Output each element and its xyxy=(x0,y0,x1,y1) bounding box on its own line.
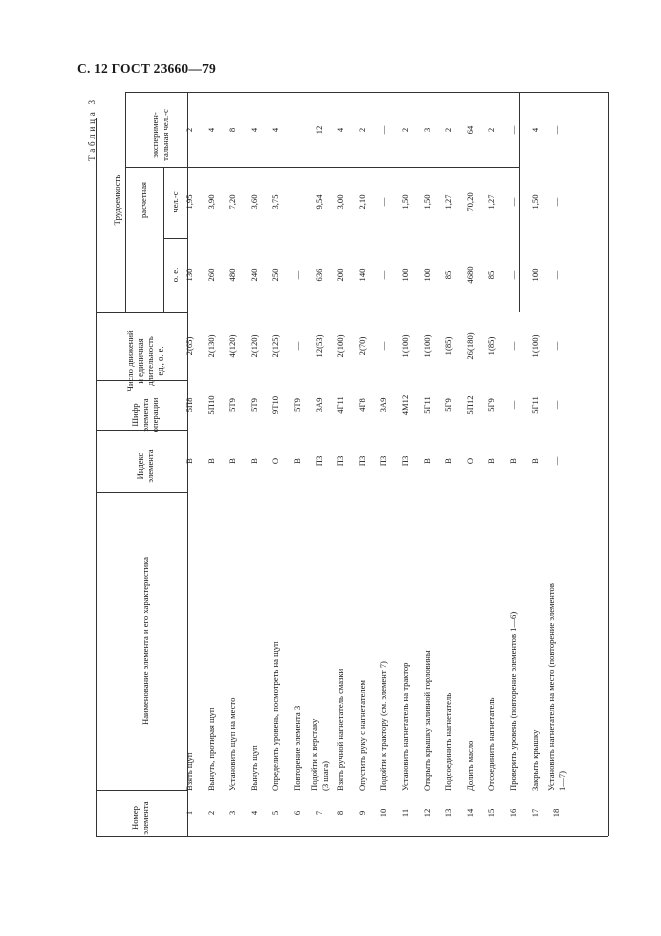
row-exp: 4 xyxy=(248,127,259,133)
row-oe: 140 xyxy=(356,268,367,282)
header-col-sep-num xyxy=(96,790,187,791)
row-code: 5П12 xyxy=(464,395,475,415)
table-border-right xyxy=(608,92,609,836)
row-oe: 85 xyxy=(486,270,497,280)
col-header-num: Номер элемента xyxy=(130,801,150,835)
col-header-moves: Число движений и единичная длительность ед., о. е. xyxy=(125,330,165,392)
calc-subsplit xyxy=(163,167,164,312)
calc-top xyxy=(125,167,519,168)
row-exp: 2 xyxy=(443,127,454,133)
row-index: В xyxy=(292,458,302,464)
row-index: О xyxy=(464,457,475,465)
row-index: П3 xyxy=(400,455,410,467)
row-num: 7 xyxy=(313,810,324,816)
row-exp: 3 xyxy=(421,127,432,133)
col-header-index: Индекс элемента xyxy=(135,449,155,483)
row-oe: 100 xyxy=(529,268,540,282)
row-moves: 1(100) xyxy=(529,334,540,358)
row-exp: 64 xyxy=(464,125,475,135)
row-oe: — xyxy=(508,270,518,280)
row-chels: 3,75 xyxy=(270,194,281,210)
row-oe: 480 xyxy=(227,268,238,282)
row-index: О xyxy=(270,457,281,465)
row-oe: 636 xyxy=(313,268,324,282)
row-exp: 2 xyxy=(184,127,194,133)
row-num: 17 xyxy=(529,808,540,818)
row-moves: 4(120) xyxy=(227,334,238,358)
row-num: 1 xyxy=(184,810,194,816)
row-name: Определить уровень, посмотреть на щуп xyxy=(270,641,281,791)
row-code: 5Т9 xyxy=(292,398,302,412)
row-index: В xyxy=(421,458,432,464)
row-code: 4Г8 xyxy=(356,398,367,412)
col-header-oe: о. е. xyxy=(170,267,180,283)
header-col-sep-1 xyxy=(96,492,187,493)
row-num: 16 xyxy=(508,808,518,818)
row-name: Повторение элемента 3 xyxy=(292,705,302,791)
row-moves: 2(65) xyxy=(184,336,194,356)
row-index: П3 xyxy=(313,455,324,467)
col-header-chels: чел.-с xyxy=(170,191,180,213)
row-code: 9Т10 xyxy=(270,395,281,415)
row-name: Установить нагнетатель на трактор xyxy=(400,662,410,791)
table-label: Таблица 3 xyxy=(87,97,97,161)
row-moves: — xyxy=(378,341,389,351)
row-code: 3А9 xyxy=(378,397,389,413)
row-exp: 4 xyxy=(205,127,216,133)
row-oe: 85 xyxy=(443,270,454,280)
row-num: 6 xyxy=(292,810,302,816)
table-border-top xyxy=(125,92,608,93)
row-exp: 4 xyxy=(529,127,540,133)
row-oe: — xyxy=(292,270,302,280)
row-name: Отсоединить нагнетатель xyxy=(486,697,497,791)
row-code: 5Г11 xyxy=(421,396,432,414)
row-chels: 2,10 xyxy=(356,194,367,210)
row-index: В xyxy=(227,458,238,464)
row-moves: 26(180) xyxy=(464,332,475,360)
row-code: 4М12 xyxy=(400,394,410,416)
row-name: Взять щуп xyxy=(184,752,194,791)
row-num: 9 xyxy=(356,810,367,816)
row-code: — xyxy=(551,400,562,410)
row-index: П3 xyxy=(378,455,389,467)
row-exp: 8 xyxy=(227,127,238,133)
row-index: В xyxy=(205,458,216,464)
row-code: 5Г9 xyxy=(443,398,454,412)
row-index: П3 xyxy=(356,455,367,467)
row-code: 5П8 xyxy=(184,397,194,413)
row-name-cont: 1—7) xyxy=(557,770,568,791)
row-name: Проверить уровень (повторение элементов 1—6) xyxy=(508,611,518,791)
row-exp: — xyxy=(378,125,389,135)
row-oe: — xyxy=(378,270,389,280)
row-chels: 7,20 xyxy=(227,194,238,210)
row-num: 13 xyxy=(443,808,454,818)
exp-split xyxy=(519,92,520,312)
row-num: 2 xyxy=(205,810,216,816)
row-index: В xyxy=(248,458,259,464)
col-header-exp: эксперимен-тальная чел.-с xyxy=(150,109,170,161)
row-exp: 2 xyxy=(400,127,410,133)
row-index: В xyxy=(486,458,497,464)
row-index: В xyxy=(529,458,540,464)
col-header-labor: Трудоемкость xyxy=(112,174,122,226)
row-chels: 3,90 xyxy=(205,194,216,210)
row-num: 4 xyxy=(248,810,259,816)
row-moves: 1(85) xyxy=(486,336,497,356)
row-oe: 100 xyxy=(421,268,432,282)
row-name: Установить щуп на место xyxy=(227,697,238,791)
row-exp: — xyxy=(551,125,562,135)
row-moves: 2(125) xyxy=(270,334,281,358)
row-code: 5Т9 xyxy=(227,398,238,412)
row-name: Подойти к верстаку xyxy=(308,718,319,791)
table-border-left xyxy=(96,118,97,836)
page-header: С. 12 ГОСТ 23660—79 xyxy=(77,61,216,76)
row-moves: 2(70) xyxy=(356,336,367,356)
row-exp: 12 xyxy=(313,125,324,135)
row-chels: 70,20 xyxy=(464,192,475,212)
row-index: В xyxy=(508,458,518,464)
row-code: 5П10 xyxy=(205,395,216,415)
row-index: В xyxy=(443,458,454,464)
row-oe: 100 xyxy=(400,268,410,282)
row-name: Закрыть крышку xyxy=(529,729,540,791)
row-moves: 1(100) xyxy=(421,334,432,358)
row-name: Открыть крышку заливной горловины xyxy=(421,650,432,791)
row-moves: — xyxy=(508,341,518,351)
row-num: 8 xyxy=(335,810,346,816)
row-moves: — xyxy=(551,341,562,351)
row-index: П3 xyxy=(335,455,346,467)
row-oe: 200 xyxy=(335,268,346,282)
row-index: В xyxy=(184,458,194,464)
row-code: 5Г9 xyxy=(486,398,497,412)
row-chels: 1,50 xyxy=(529,194,540,210)
row-exp: 4 xyxy=(335,127,346,133)
row-code: 5Т9 xyxy=(248,398,259,412)
row-num: 15 xyxy=(486,808,497,818)
row-num: 5 xyxy=(270,810,281,816)
row-oe: — xyxy=(551,270,562,280)
row-chels: 1,50 xyxy=(421,194,432,210)
row-oe: 260 xyxy=(205,268,216,282)
row-moves: 2(100) xyxy=(335,334,346,358)
col-header-calc: расчетная xyxy=(138,182,148,219)
table-border-bottom xyxy=(96,836,608,837)
row-exp: 4 xyxy=(270,127,281,133)
row-name-cont: (3 шага) xyxy=(319,761,330,791)
oe-split xyxy=(163,238,187,239)
col-header-name: Наименование элемента и его характеристика xyxy=(140,557,150,725)
row-moves: 2(130) xyxy=(205,334,216,358)
labor-left xyxy=(125,92,126,312)
row-num: 10 xyxy=(378,808,389,818)
row-num: 14 xyxy=(464,808,475,818)
row-exp: 2 xyxy=(486,127,497,133)
row-name: Установить нагнетатель на место (повторение элементов xyxy=(546,583,557,791)
row-chels: 9,54 xyxy=(313,194,324,210)
row-name: Подсоединить нагнетатель xyxy=(443,692,454,791)
row-moves: 1(100) xyxy=(400,334,410,358)
row-chels: 3,60 xyxy=(248,194,259,210)
row-name: Вынуть, протирая щуп xyxy=(205,707,216,791)
row-name: Подойти к трактору (см. элемент 7) xyxy=(378,661,389,791)
row-chels: — xyxy=(378,197,389,207)
row-code: 4Г11 xyxy=(335,396,346,414)
row-chels: — xyxy=(508,197,518,207)
row-num: 12 xyxy=(421,808,432,818)
row-chels: 3,00 xyxy=(335,194,346,210)
row-oe: 240 xyxy=(248,268,259,282)
col-header-code: Шифр элемента операции xyxy=(130,397,160,433)
row-moves: 1(85) xyxy=(443,336,454,356)
row-name: Долить масло xyxy=(464,740,475,791)
row-oe: 250 xyxy=(270,268,281,282)
row-code: 3А9 xyxy=(313,397,324,413)
row-moves: 12(53) xyxy=(313,334,324,358)
row-chels: 1,50 xyxy=(400,194,410,210)
row-code: — xyxy=(508,400,518,410)
row-moves: 2(120) xyxy=(248,334,259,358)
row-oe: 130 xyxy=(184,268,194,282)
row-chels: — xyxy=(551,197,562,207)
row-chels: 1,27 xyxy=(443,194,454,210)
row-num: 18 xyxy=(551,808,562,818)
row-num: 3 xyxy=(227,810,238,816)
labor-bottom xyxy=(125,312,187,313)
row-oe: 4680 xyxy=(464,266,475,284)
row-name: Взять ручной нагнетатель смазки xyxy=(335,668,346,791)
row-index: — xyxy=(551,456,562,466)
row-exp: — xyxy=(508,125,518,135)
row-name: Опустить руку с нагнетателем xyxy=(356,680,367,791)
row-moves: — xyxy=(292,341,302,351)
row-chels: 1,95 xyxy=(184,194,194,210)
row-chels: 1,27 xyxy=(486,194,497,210)
row-code: 5Г11 xyxy=(529,396,540,414)
row-num: 11 xyxy=(400,808,410,818)
row-exp: 2 xyxy=(356,127,367,133)
row-name: Вынуть щуп xyxy=(248,745,259,791)
